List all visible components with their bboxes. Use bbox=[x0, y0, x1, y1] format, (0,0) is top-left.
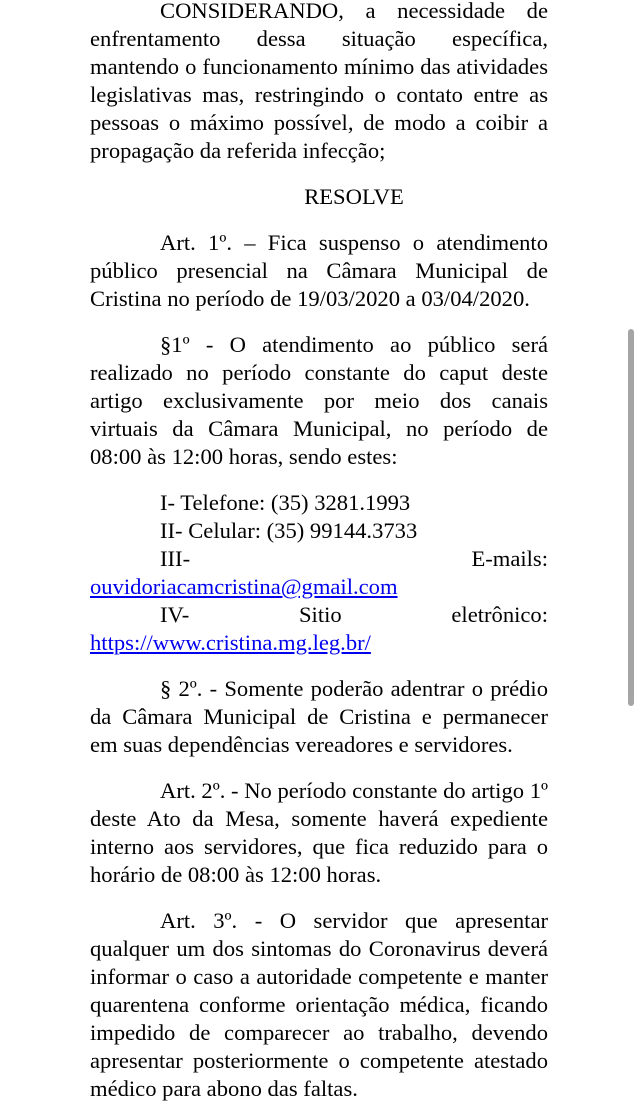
paragraph-section-1: §1º - O atendimento ao público será realizado no período constante do caput deste artigo exclusivamente por meio dos canais virtuais da Câmara Municipal, no período de 08:00 às 12:00 horas, sendo estes: bbox=[90, 332, 548, 469]
email-link[interactable]: ouvidoriacamcristina@gmail.com bbox=[90, 574, 398, 599]
channel-item-email bbox=[90, 545, 548, 601]
contact-channels-list bbox=[90, 489, 548, 657]
paragraph-art-2: Art. 2º. - No período constante do artigo 1º deste Ato da Mesa, somente haverá expediente interno aos servidores, que fica reduzido para o horário de 08:00 às 12:00 horas. bbox=[90, 778, 548, 887]
paragraph-section-2: § 2º. - Somente poderão adentrar o prédio da Câmara Municipal de Cristina e permanecer em suas dependências vereadores e servidores. bbox=[90, 676, 548, 757]
document-text-column bbox=[90, 0, 548, 1103]
resolve-heading: RESOLVE bbox=[304, 184, 404, 209]
channel-website-label: IV- Sitio eletrônico: bbox=[160, 602, 548, 627]
channel-item-website bbox=[90, 601, 548, 657]
channel-item-telefone: I- Telefone: (35) 3281.1993 bbox=[160, 490, 411, 515]
channel-email-label: III- E-mails: bbox=[160, 546, 548, 571]
paragraph-art-1: Art. 1º. – Fica suspenso o atendimento público presencial na Câmara Municipal de Cristina no período de 19/03/2020 a 03/04/2020. bbox=[90, 230, 548, 311]
paragraph-considerando: CONSIDERANDO, a necessidade de enfrentamento dessa situação específica, mantendo o funcionamento mínimo das atividades legislativas mas, restringindo o contato entre as pessoas o máximo possível, de modo a coibir a propagação da referida infecção; bbox=[90, 0, 548, 163]
channel-item-celular: II- Celular: (35) 99144.3733 bbox=[160, 518, 418, 543]
website-link[interactable]: https://www.cristina.mg.leg.br/ bbox=[90, 630, 371, 655]
scrollbar-thumb[interactable] bbox=[628, 329, 634, 706]
paragraph-art-3: Art. 3º. - O servidor que apresentar qualquer um dos sintomas do Coronavirus deverá informar o caso a autoridade competente e manter quarentena conforme orientação médica, ficando impedido de comparecer ao trabalho, devendo apresentar posteriormente o competente atestado médico para abono das faltas. bbox=[90, 908, 548, 1101]
